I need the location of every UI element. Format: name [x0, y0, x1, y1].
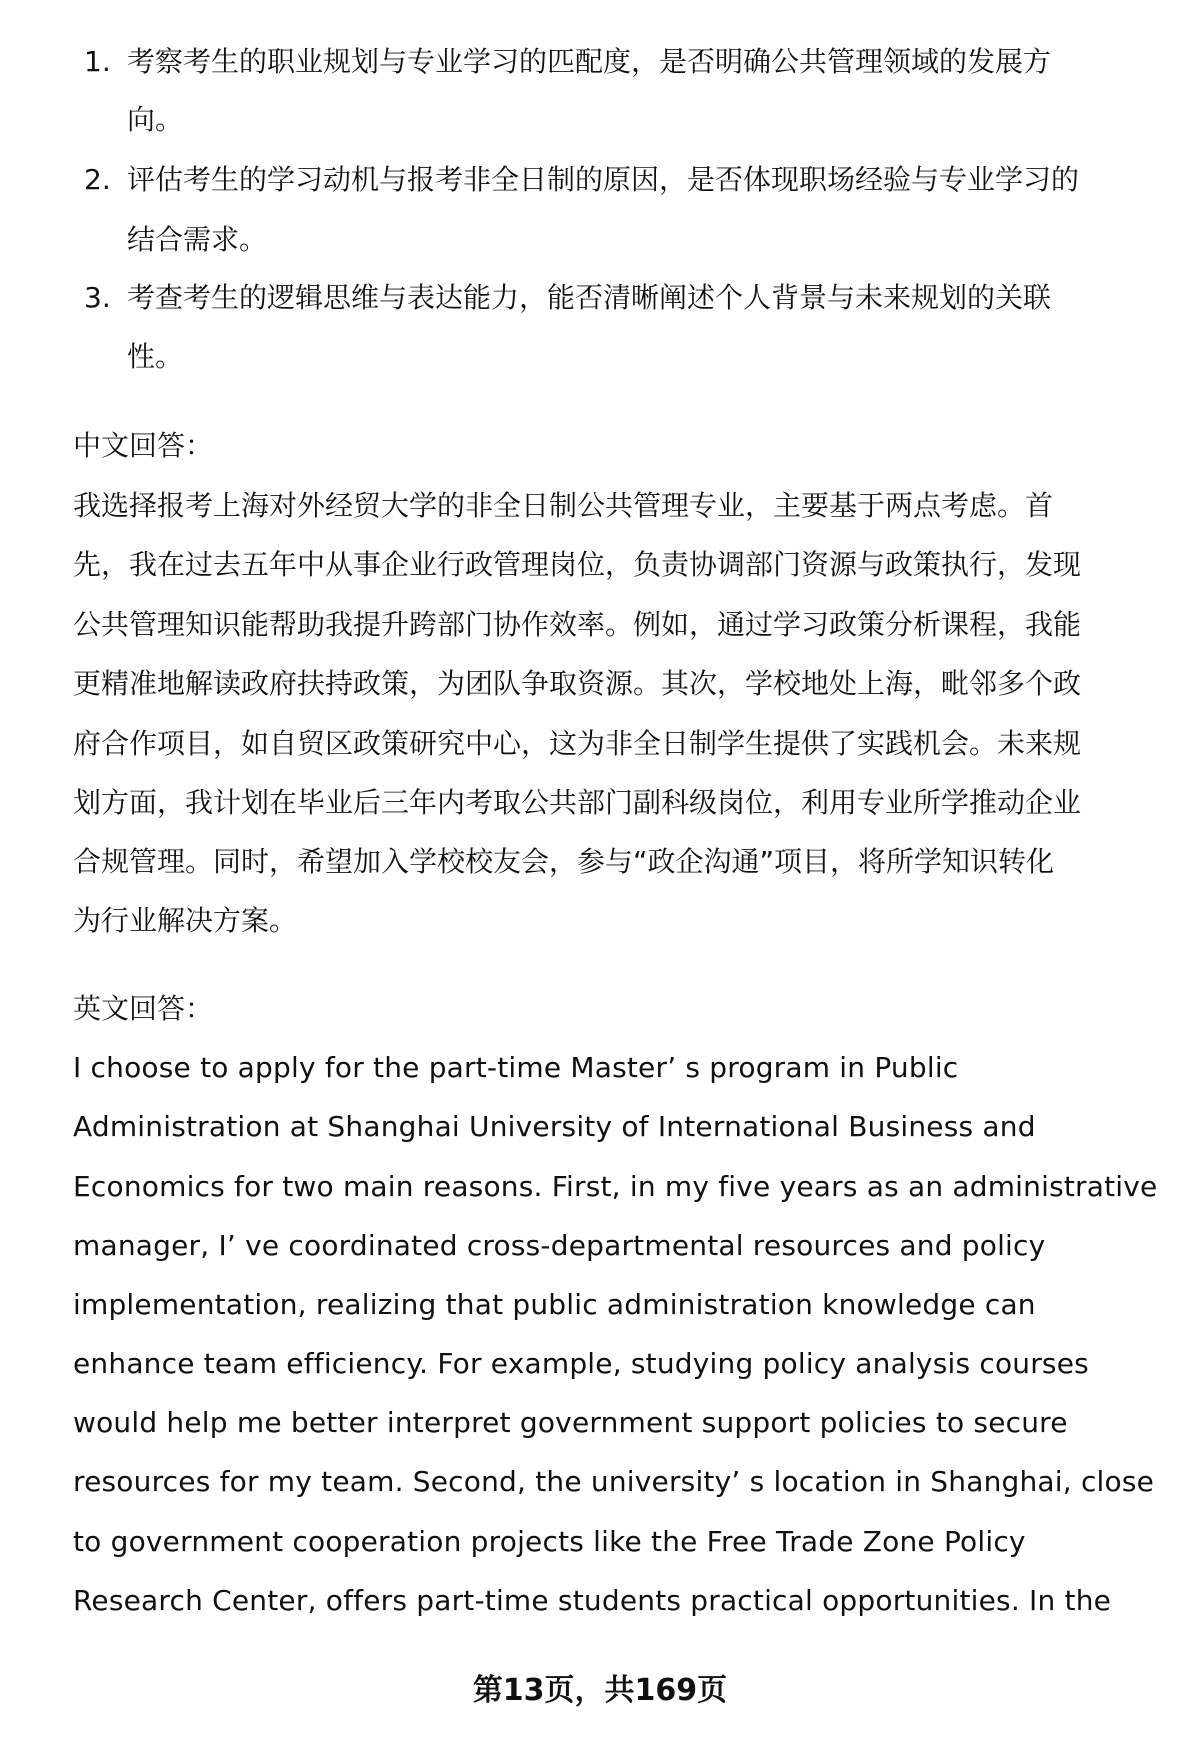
list-number: 1.: [84, 45, 111, 78]
paragraph-line: 更精准地解读政府扶持政策，为团队争取资源。其次，学校地处上海，毗邻多个政: [73, 667, 1082, 700]
paragraph-line: 府合作项目，如自贸区政策研究中心，这为非全日制学生提供了实践机会。未来规: [73, 727, 1082, 760]
page-number: 第13页，共169页: [472, 1673, 728, 1708]
paragraph-line: 合规管理。同时，希望加入学校校友会，参与“政企沟通”项目，将所学知识转化: [73, 845, 1055, 878]
list-text: 考察考生的职业规划与专业学习的匹配度，是否明确公共管理领域的发展方: [127, 45, 1052, 78]
paragraph-line: Economics for two main reasons. First, in my five years as an administrative: [73, 1170, 1158, 1203]
paragraph-line: manager, I’ ve coordinated cross-departmental resources and policy: [73, 1229, 1046, 1262]
paragraph-line: 我选择报考上海对外经贸大学的非全日制公共管理专业，主要基于两点考虑。首: [73, 489, 1054, 522]
list-text: 性。: [127, 340, 184, 373]
paragraph-line: 为行业解决方案。: [73, 904, 298, 937]
chinese-answer-label: 中文回答：: [73, 429, 214, 462]
list-text: 考查考生的逻辑思维与表达能力，能否清晰阐述个人背景与未来规划的关联: [127, 281, 1052, 314]
paragraph-line: 先，我在过去五年中从事企业行政管理岗位，负责协调部门资源与政策执行，发现: [73, 548, 1082, 581]
list-number: 2.: [84, 163, 111, 196]
list-text: 评估考生的学习动机与报考非全日制的原因，是否体现职场经验与专业学习的: [127, 163, 1080, 196]
paragraph-line: 划方面，我计划在毕业后三年内考取公共部门副科级岗位，利用专业所学推动企业: [73, 786, 1082, 819]
paragraph-line: enhance team efficiency. For example, studying policy analysis courses: [73, 1347, 1089, 1380]
paragraph-line: 公共管理知识能帮助我提升跨部门协作效率。例如，通过学习政策分析课程，我能: [73, 608, 1082, 641]
list-text: 结合需求。: [127, 223, 268, 256]
list-text: 向。: [127, 103, 184, 136]
english-answer-label: 英文回答：: [73, 992, 214, 1025]
paragraph-line: Administration at Shanghai University of International Business and: [73, 1110, 1036, 1143]
paragraph-line: resources for my team. Second, the university’ s location in Shanghai, close: [73, 1465, 1155, 1498]
paragraph-line: would help me better interpret government support policies to secure: [73, 1406, 1068, 1439]
list-number: 3.: [84, 281, 111, 314]
paragraph-line: I choose to apply for the part-time Master’ s program in Public: [73, 1051, 959, 1084]
paragraph-line: implementation, realizing that public administration knowledge can: [73, 1288, 1036, 1321]
paragraph-line: to government cooperation projects like the Free Trade Zone Policy: [73, 1525, 1026, 1558]
paragraph-line: Research Center, offers part-time students practical opportunities. In the: [73, 1584, 1112, 1617]
